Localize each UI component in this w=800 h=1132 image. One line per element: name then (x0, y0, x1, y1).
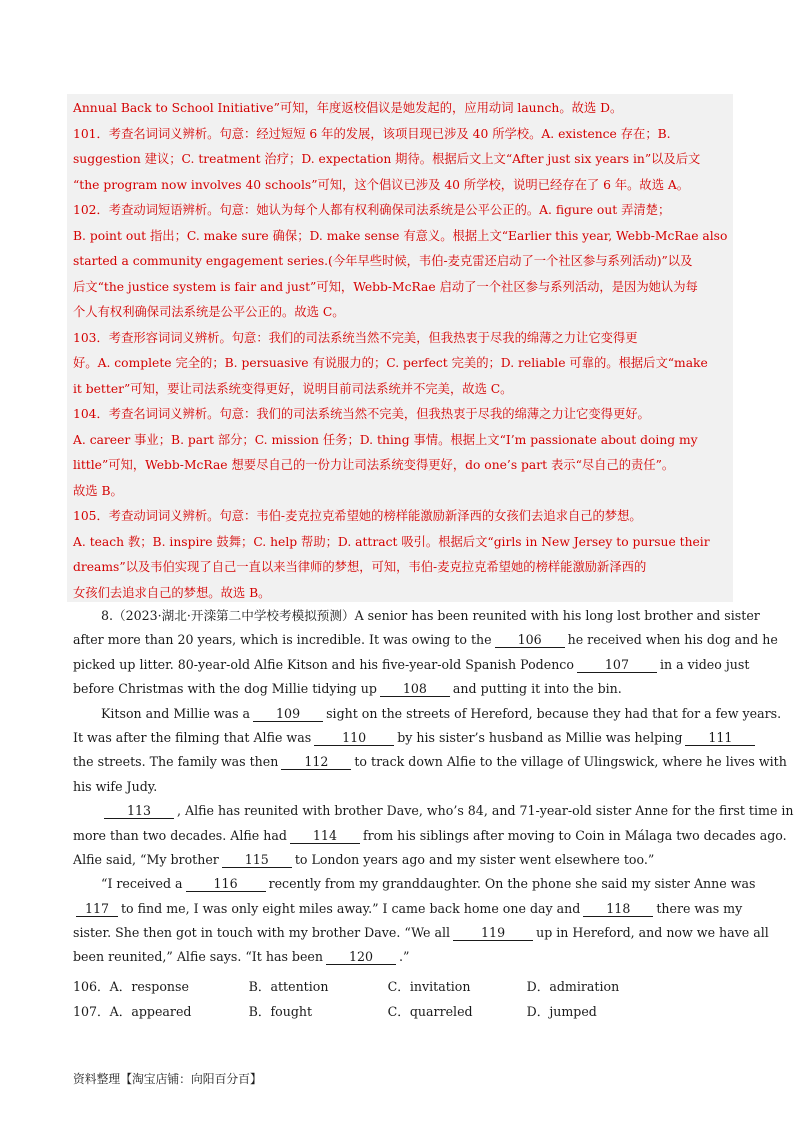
option-b[interactable]: B．attention (248, 979, 329, 994)
blank-117[interactable]: 117 (76, 901, 118, 917)
blank-110[interactable]: 110 (314, 730, 394, 746)
option-d[interactable]: D．admiration (526, 979, 620, 994)
passage-line (73, 848, 733, 872)
passage-line (73, 726, 733, 750)
blank-114[interactable]: 114 (290, 828, 360, 844)
answer-line: 好。A. complete 完全的；B. persuasive 有说服力的；C. perfect 完美的；D. reliable 可靠的。根据后文“make (73, 356, 708, 370)
answer-line: suggestion 建议；C. treatment 治疗；D. expectation 期待。根据后文上文“After just six years in”以及后文 (73, 152, 701, 166)
blank-111[interactable]: 111 (685, 730, 755, 746)
passage-line (73, 824, 787, 848)
answer-line: A. career 事业；B. part 部分；C. mission 任务；D. thing 事情。根据上文“I’m passionate about doing my (73, 432, 698, 447)
passage-line (73, 872, 756, 896)
answer-line: 102．考查动词短语辨析。句意：她认为每个人都有权利确保司法系统是公平公正的。A. figure out 弄清楚； (73, 203, 671, 217)
answer-line: 故选 B。 (73, 483, 123, 498)
blank-116[interactable]: 116 (186, 876, 266, 892)
passage-text: been reunited,” Alfie says. “It has been (73, 949, 323, 965)
passage-text: he received when his dog and he (567, 632, 778, 648)
passage-line (73, 702, 782, 726)
answer-line: 105．考查动词词义辨析。句意：韦伯-麦克拉克希望她的榜样能激励新泽西的女孩们去追求自己的梦想。 (73, 509, 642, 523)
passage-text: “I received a (101, 876, 183, 892)
blank-113[interactable]: 113 (104, 803, 174, 819)
passage-line (73, 945, 733, 969)
answer-line: started a community engagement series.(今年早些时候，韦伯-麦克雷还启动了一个社区参与系列活动)”以及 (73, 254, 693, 268)
blank-109[interactable]: 109 (253, 706, 323, 722)
page-footer: 资料整理【淘宝店铺：向阳百分百】 (73, 1072, 262, 1086)
passage-text: sight on the streets of Hereford, because they had that for a few years. (326, 705, 782, 721)
answer-line: B. point out 指出；C. make sure 确保；D. make sense 有意义。根据上文“Earlier this year, Webb-McRae also (73, 228, 728, 243)
blank-120[interactable]: 120 (326, 949, 396, 965)
passage-text: recently from my granddaughter. On the phone she said my sister Anne was (268, 876, 756, 892)
passage-text: up in Hereford, and now we have all (536, 925, 769, 941)
passage-text: from his siblings after moving to Coin in Málaga two decades ago. (362, 827, 787, 843)
option-row-106 (73, 974, 733, 999)
passage-line (73, 653, 750, 677)
passage-text: It was after the filming that Alfie was (73, 729, 312, 745)
passage-text: before Christmas with the dog Millie tidying up (73, 681, 377, 697)
option-c[interactable]: C．quarreled (387, 1004, 473, 1019)
answer-line: “the program now involves 40 schools”可知，这个倡议已涉及 40 所学校，说明已经存在了 6 年。故选 A。 (73, 177, 690, 192)
answer-line: dreams”以及韦伯实现了自己一直以来当律师的梦想，可知，韦伯-麦克拉克希望她的榜样能激励新泽西的 (73, 560, 647, 574)
passage-line (73, 604, 760, 628)
passage-line (73, 775, 733, 799)
blank-107[interactable]: 107 (577, 657, 657, 673)
cloze-passage (73, 604, 794, 970)
passage-line (73, 799, 794, 823)
passage-text: to London years ago and my sister went elsewhere too.” (294, 851, 655, 867)
passage-text: to find me, I was only eight miles away.” I came back home one day and (121, 900, 581, 916)
option-row-107 (73, 999, 733, 1024)
option-d[interactable]: D．jumped (526, 1004, 597, 1019)
answer-options (73, 974, 733, 1024)
answer-line: 103．考查形容词词义辨析。句意：我们的司法系统当然不完美，但我热衷于尽我的绵薄之力让它变得更 (73, 330, 638, 345)
passage-text: more than two decades. Alfie had (73, 827, 287, 843)
passage-text: there was my (656, 900, 743, 916)
blank-106[interactable]: 106 (495, 632, 565, 648)
answer-line: 后文“the justice system is fair and just”可知，Webb-McRae 启动了一个社区参与系列活动，是因为她认为每 (73, 279, 698, 294)
answer-explanations (73, 96, 733, 606)
passage-text: Alfie said, “My brother (73, 851, 219, 867)
passage-text: picked up litter. 80-year-old Alfie Kitson and his five-year-old Spanish Podenco (73, 656, 574, 672)
answer-line: 女孩们去追求自己的梦想。故选 B。 (73, 585, 271, 600)
blank-118[interactable]: 118 (583, 901, 653, 917)
passage-text: sister. She then got in touch with my brother Dave. “We all (73, 925, 451, 941)
answer-line: 个人有权利确保司法系统是公平公正的。故选 C。 (73, 305, 345, 319)
passage-line (73, 750, 787, 774)
blank-108[interactable]: 108 (380, 681, 450, 697)
option-number: 107． (73, 1004, 110, 1019)
passage-text: to track down Alfie to the village of Ulingswick, where he lives with (354, 754, 787, 770)
passage-text: after more than 20 years, which is incredible. It was owing to the (73, 632, 492, 648)
blank-112[interactable]: 112 (281, 754, 351, 770)
passage-text: the streets. The family was then (73, 754, 279, 770)
passage-text: his wife Judy. (73, 778, 158, 794)
answer-line: 104．考查名词词义辨析。句意：我们的司法系统当然不完美，但我热衷于尽我的绵薄之力让它变得更好。 (73, 407, 650, 421)
passage-line (73, 628, 778, 652)
passage-text: Kitson and Millie was a (101, 705, 251, 721)
passage-text: .” (399, 949, 410, 965)
answer-line: little”可知，Webb-McRae 想要尽自己的一份力让司法系统变得更好，do one’s part 表示“尽自己的责任”。 (73, 458, 675, 472)
answer-line: A. teach 教；B. inspire 鼓舞；C. help 帮助；D. attract 吸引。根据后文“girls in New Jersey to pursue their (73, 534, 710, 549)
passage-line (73, 897, 743, 921)
passage-text: , Alfie has reunited with brother Dave, who’s 84, and 71-year-old sister Anne for the first time in (177, 803, 794, 819)
answer-line: 101．考查名词词义辨析。句意：经过短短 6 年的发展，该项目现已涉及 40 所学校。A. existence 存在；B. (73, 126, 671, 141)
passage-text: in a video just (659, 656, 750, 672)
answer-line: it better”可知，要让司法系统变得更好，说明目前司法系统并不完美，故选 C。 (73, 381, 513, 396)
option-a[interactable]: A．appeared (109, 1004, 192, 1019)
option-b[interactable]: B．fought (248, 1004, 313, 1019)
blank-119[interactable]: 119 (453, 925, 533, 941)
passage-line (73, 921, 769, 945)
blank-115[interactable]: 115 (222, 852, 292, 868)
option-c[interactable]: C．invitation (387, 979, 471, 994)
passage-text: and putting it into the bin. (452, 681, 622, 697)
option-a[interactable]: A．response (109, 979, 189, 994)
passage-text: by his sister’s husband as Millie was helping (397, 729, 683, 745)
option-number: 106． (73, 979, 110, 994)
answer-line: Annual Back to School Initiative”可知，年度返校倡议是她发起的，应用动词 launch。故选 D。 (73, 101, 623, 115)
passage-line (73, 677, 733, 701)
passage-text: 8.（2023·湖北·开滦第二中学校考模拟预测）A senior has been reunited with his long lost brother and sister (101, 608, 760, 623)
